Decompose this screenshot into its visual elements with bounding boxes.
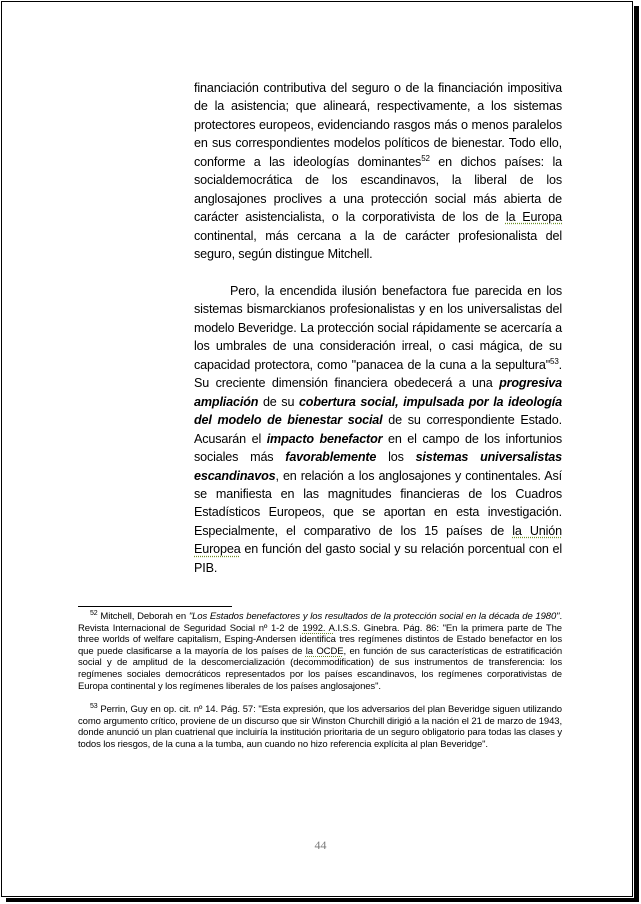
emphasis-text: favorablemente [285,450,377,465]
page-shadow-bottom [6,898,639,902]
p1-line-2: de la asistencia; que alineará, respectivamente, a los sistemas [194,99,562,114]
footnotes [78,611,562,751]
p2-text: en el campo de los infortunios sociales más [194,431,562,465]
p1-line-5: Todo ello, conforme a las ideologías dominantes [194,136,562,169]
p2-text: en función del gasto social y su relación porcentual con el PIB. [194,542,562,575]
p2-text: Pero, la encendida ilusión benefactora fue parecida en los sistemas bismarckianos profesionalistas y en los universalistas del modelo Beveridge. La protección social rápidamente se acercaría a los umbrales de una consideración irreal, o casi mágica, de su capacidad protectora, como "panacea de la cuna a la sepultura" [194,284,562,372]
footnote-53 [78,704,562,750]
page-shadow-right [634,6,639,902]
p2-text: de su [258,394,299,409]
p1-line-3: protectores europeos, evidenciando rasgos más o menos [194,117,509,132]
footnote-text: .I.S.S. Ginebra. Pág. 86: "En la primera parte de The three worlds of welfare capitalism, Esping-Andersen identifica tres regímenes distintos de Estado benefactor en los que puede clasificarse a la mayoría de los países de [78,622,562,657]
footnote-52 [78,611,562,692]
p1-line-9: continental, más cercana a la de carácter profesionalista del [194,228,562,243]
paragraph-2 [194,282,562,577]
p2-text: , en relación a los anglosajones y continentales. Así se manifiesta en las magnitudes financieras de los Cuadros Estadísticos Europeos, que se aportan en esta investigación. Especialmente, el comparativo de los 15 países de [194,468,562,538]
footnote-number: 53 [90,703,98,711]
emphasis-text: cobertura social, impulsada por la ideología del modelo de bienestar social [194,394,562,428]
p1-line-8: carácter asistencialista, o la corporativista de los de [194,210,506,225]
footnote-text: , en función de sus características de estratificación social y de amplitud de la descomercialización (decommodification) de sus instrumentos de transferencia: los regímenes sociales democráticos representados por los países escandinavos, los regímenes corporativistas de Europa continental y los regímenes liberales de los países anglosajones". [78,645,563,692]
p2-text: . Su creciente dimensión financiera obedecerá a una [194,357,562,391]
paragraph-1 [194,79,562,264]
footnote-ref-53[interactable]: 53 [550,356,559,366]
footnote-text: Mitchell, Deborah en [97,611,189,622]
page-number: 44 [314,838,327,852]
grammar-mark[interactable]: la Europa [505,210,563,225]
p1-line-6: países: la socialdemocrática de los escandinavos, la liberal de los [194,154,562,188]
emphasis-text: sistemas universalistas escandinavos [194,450,562,483]
grammar-mark[interactable]: la OCDE [305,645,344,657]
p1-line-10: seguro, según distingue Mitchell. [194,247,373,262]
footnote-number: 52 [90,610,98,617]
body-text [194,79,562,577]
footnote-text: . Revista Internacional de Seguridad Social nº 1-2 de [78,611,562,634]
p1-line-4: paralelos en sus correspondientes modelos políticos de bienestar. [194,117,562,151]
footnote-separator [78,606,232,607]
footnote-italic: "Los Estados benefactores y los resultados de la protección social en la década de 1980" [188,611,560,622]
grammar-mark[interactable]: la Unión Europea [194,523,562,557]
p1-line-1: financiación contributiva del seguro o de la financiación impositiva [194,81,562,95]
grammar-mark[interactable]: 1992. A [302,622,335,634]
footnote-ref-52[interactable]: 52 [421,153,430,163]
footnote-text: Perrin, Guy en op. cit. nº 14. Pág. 57: "Esta expresión, que los adversarios del plan Beveridge siguen utilizando como argumento crítico, proviene de un discurso que sir Winston Churchill dirigió a la nación el 21 de marzo de 1943, donde anunció un plan cuatrienal que incluiría la institución prioritaria de un seguro obligatorio para todas las clases y todos los riesgos, de la cuna a la tumba, aun cuando no hizo referencia explícita al plan Beveridge". [78,704,562,750]
p1-line-7: anglosajones proclives a una protección social más abierta de [194,191,562,206]
p2-text: de su correspondiente Estado. Acusarán el [194,413,562,446]
p1-line-5-end: en dichos [429,154,496,169]
emphasis-text: progresiva ampliación [194,376,562,409]
emphasis-text: impacto benefactor [266,431,383,446]
p2-text: los [376,450,416,465]
